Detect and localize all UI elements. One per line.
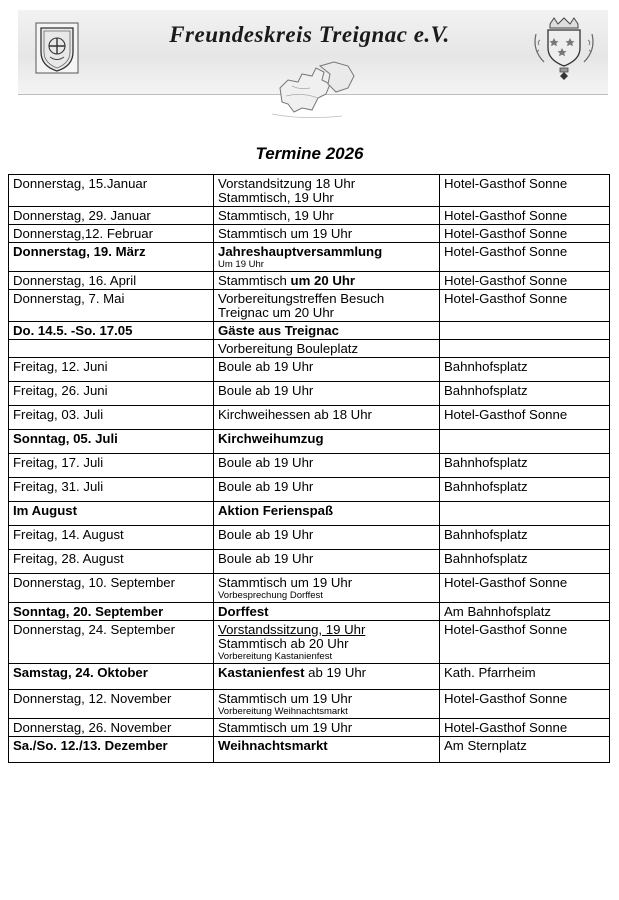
event-cell: Boule ab 19 Uhr — [214, 382, 440, 406]
table-row — [9, 737, 610, 763]
place-cell: Hotel-Gasthof Sonne — [440, 225, 610, 243]
date-cell: Sonntag, 20. September — [9, 603, 214, 621]
table-row — [9, 406, 610, 430]
event-cell: Vorstandsitzung 18 Uhr Stammtisch, 19 Uhr — [214, 175, 440, 207]
table-row — [9, 290, 610, 322]
event-cell: Aktion Ferienspaß — [214, 502, 440, 526]
event-cell: Stammtisch um 19 Uhr — [214, 719, 440, 737]
table-row — [9, 430, 610, 454]
table-row — [9, 225, 610, 243]
place-cell — [440, 322, 610, 340]
place-cell: Am Bahnhofsplatz — [440, 603, 610, 621]
table-row — [9, 478, 610, 502]
map-sketch-icon — [262, 58, 372, 124]
event-cell: Stammtisch um 20 Uhr — [214, 272, 440, 290]
table-row — [9, 550, 610, 574]
event-cell: Vorbereitungstreffen Besuch Treignac um 20 Uhr — [214, 290, 440, 322]
place-cell — [440, 430, 610, 454]
event-cell: Boule ab 19 Uhr — [214, 550, 440, 574]
event-cell: Stammtisch um 19 Uhr Vorbereitung Weihnachtsmarkt — [214, 690, 440, 719]
event-cell: Boule ab 19 Uhr — [214, 358, 440, 382]
table-row — [9, 621, 610, 664]
date-cell: Freitag, 03. Juli — [9, 406, 214, 430]
date-cell: Donnerstag, 26. November — [9, 719, 214, 737]
event-cell: Dorffest — [214, 603, 440, 621]
event-cell: Boule ab 19 Uhr — [214, 526, 440, 550]
date-cell — [9, 340, 214, 358]
place-cell: Hotel-Gasthof Sonne — [440, 690, 610, 719]
date-cell: Donnerstag, 16. April — [9, 272, 214, 290]
date-cell: Donnerstag, 12. November — [9, 690, 214, 719]
event-cell: Stammtisch um 19 Uhr — [214, 225, 440, 243]
place-cell: Bahnhofsplatz — [440, 478, 610, 502]
event-cell: Boule ab 19 Uhr — [214, 454, 440, 478]
event-cell: Boule ab 19 Uhr — [214, 478, 440, 502]
place-cell: Hotel-Gasthof Sonne — [440, 243, 610, 272]
place-cell: Bahnhofsplatz — [440, 550, 610, 574]
event-cell: Vorstandssitzung, 19 Uhr Stammtisch ab 20 Uhr Vorbereitung Kastanienfest — [214, 621, 440, 664]
table-row — [9, 322, 610, 340]
date-cell: Sonntag, 05. Juli — [9, 430, 214, 454]
table-row — [9, 574, 610, 603]
table-row — [9, 175, 610, 207]
date-cell: Donnerstag, 19. März — [9, 243, 214, 272]
place-cell: Am Sternplatz — [440, 737, 610, 763]
date-cell: Freitag, 14. August — [9, 526, 214, 550]
date-cell: Donnerstag, 24. September — [9, 621, 214, 664]
place-cell: Bahnhofsplatz — [440, 454, 610, 478]
date-cell: Donnerstag, 29. Januar — [9, 207, 214, 225]
place-cell: Hotel-Gasthof Sonne — [440, 290, 610, 322]
place-cell: Hotel-Gasthof Sonne — [440, 406, 610, 430]
date-cell: Freitag, 28. August — [9, 550, 214, 574]
place-cell: Bahnhofsplatz — [440, 526, 610, 550]
date-cell: Do. 14.5. -So. 17.05 — [9, 322, 214, 340]
table-row — [9, 526, 610, 550]
date-cell: Freitag, 12. Juni — [9, 358, 214, 382]
place-cell: Kath. Pfarrheim — [440, 664, 610, 690]
date-cell: Sa./So. 12./13. Dezember — [9, 737, 214, 763]
place-cell: Hotel-Gasthof Sonne — [440, 207, 610, 225]
place-cell: Hotel-Gasthof Sonne — [440, 621, 610, 664]
date-cell: Freitag, 26. Juni — [9, 382, 214, 406]
table-row — [9, 502, 610, 526]
place-cell: Hotel-Gasthof Sonne — [440, 272, 610, 290]
date-cell: Freitag, 31. Juli — [9, 478, 214, 502]
table-row — [9, 243, 610, 272]
date-cell: Freitag, 17. Juli — [9, 454, 214, 478]
table-row — [9, 690, 610, 719]
table-row — [9, 272, 610, 290]
table-row — [9, 358, 610, 382]
event-cell: Vorbereitung Bouleplatz — [214, 340, 440, 358]
event-cell: Kirchweihumzug — [214, 430, 440, 454]
event-cell: Stammtisch um 19 Uhr Vorbesprechung Dorffest — [214, 574, 440, 603]
table-row — [9, 664, 610, 690]
table-row — [9, 207, 610, 225]
coat-of-arms-right-icon — [530, 14, 598, 82]
place-cell: Bahnhofsplatz — [440, 358, 610, 382]
date-cell: Donnerstag,12. Februar — [9, 225, 214, 243]
event-cell: Kastanienfest ab 19 Uhr — [214, 664, 440, 690]
event-cell: Stammtisch, 19 Uhr — [214, 207, 440, 225]
table-row — [9, 382, 610, 406]
event-cell: Jahreshauptversammlung Um 19 Uhr — [214, 243, 440, 272]
table-row — [9, 719, 610, 737]
table-row — [9, 454, 610, 478]
place-cell — [440, 502, 610, 526]
date-cell: Im August — [9, 502, 214, 526]
page-title: Termine 2026 — [255, 144, 364, 163]
event-cell: Gäste aus Treignac — [214, 322, 440, 340]
place-cell: Bahnhofsplatz — [440, 382, 610, 406]
date-cell: Samstag, 24. Oktober — [9, 664, 214, 690]
org-title: Freundeskreis Treignac e.V. — [169, 22, 450, 47]
date-cell: Donnerstag, 15.Januar — [9, 175, 214, 207]
event-cell: Kirchweihessen ab 18 Uhr — [214, 406, 440, 430]
date-cell: Donnerstag, 10. September — [9, 574, 214, 603]
event-cell: Weihnachtsmarkt — [214, 737, 440, 763]
place-cell: Hotel-Gasthof Sonne — [440, 574, 610, 603]
schedule-table — [8, 174, 610, 763]
place-cell — [440, 340, 610, 358]
table-row — [9, 340, 610, 358]
place-cell: Hotel-Gasthof Sonne — [440, 719, 610, 737]
place-cell: Hotel-Gasthof Sonne — [440, 175, 610, 207]
table-row — [9, 603, 610, 621]
date-cell: Donnerstag, 7. Mai — [9, 290, 214, 322]
